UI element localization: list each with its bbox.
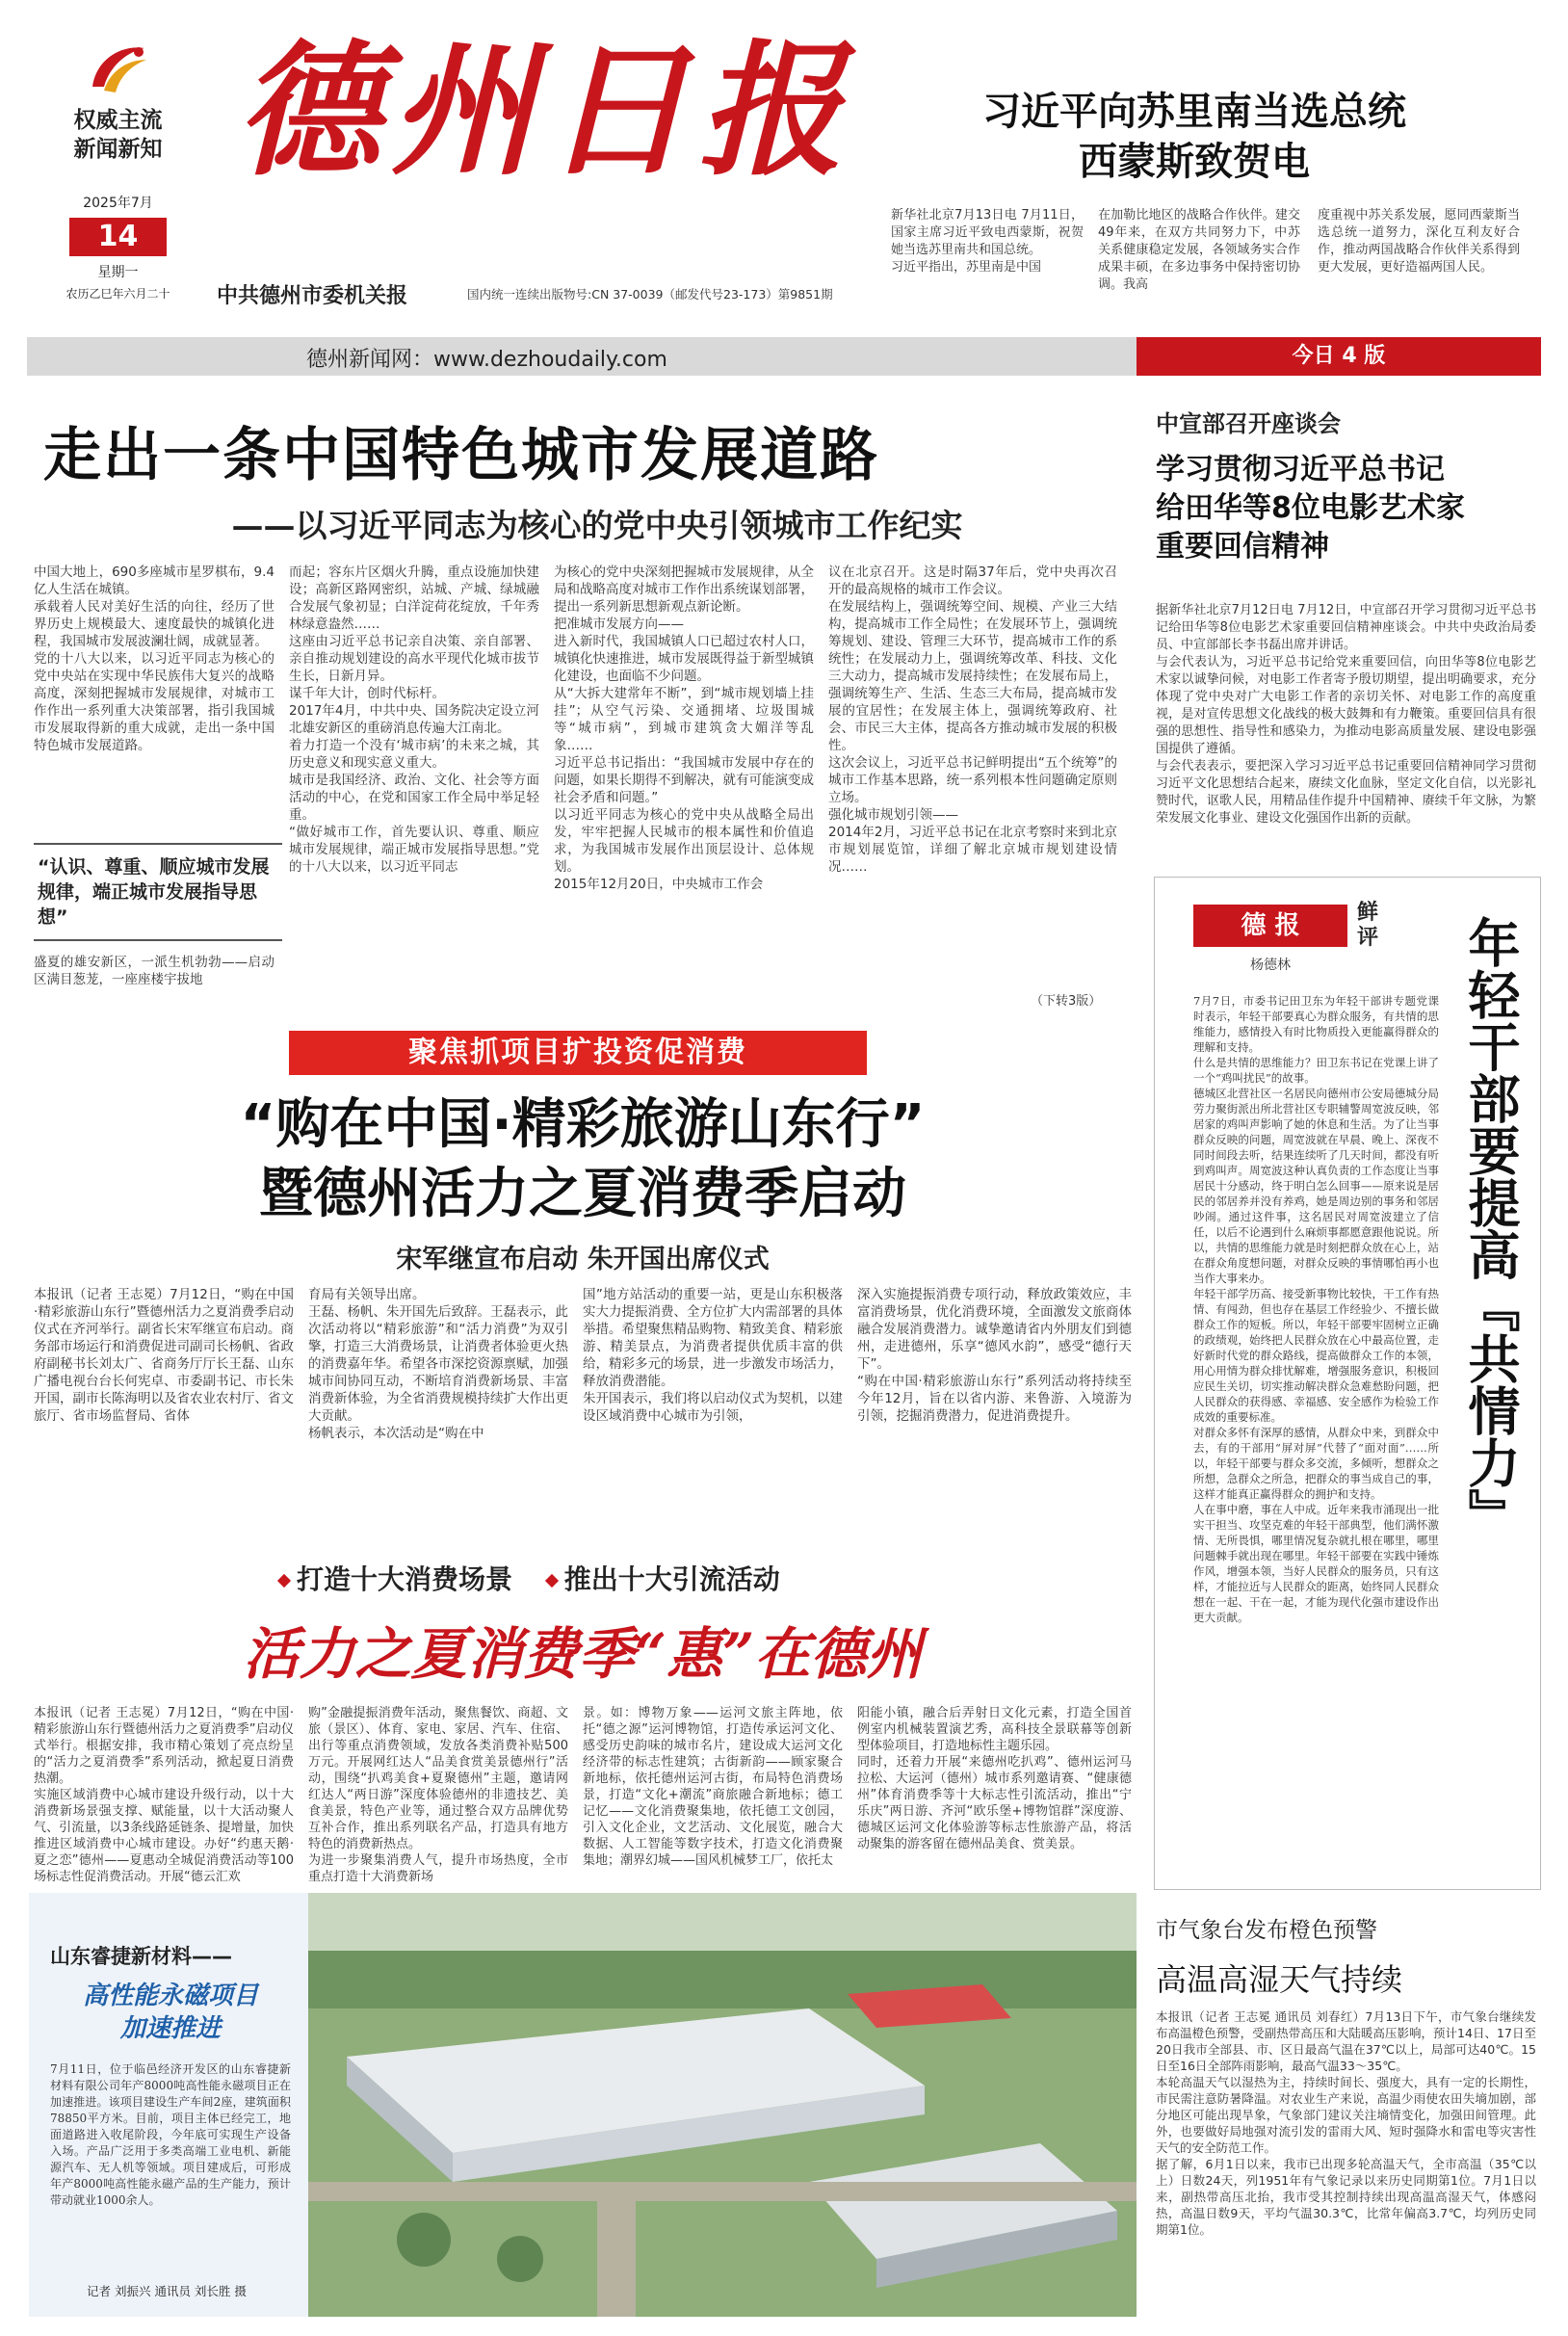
commentary-brand: 德 报 [1193,905,1347,947]
commentary-author: 杨德林 [1250,958,1291,973]
today-pages: 今日 4 版 [1137,337,1541,376]
brand-tag-char: 鲜 [1357,901,1379,925]
vitality-col: 本报讯（记者 王志冕）7月12日，“购在中国·精彩旅游山东行暨德州活力之夏消费季”启动仪式举行。根据安排，我市精心策划了亮点纷呈的“活力之夏消费季”系列活动，掀起夏日消费热潮。 实施区域消费中心城市建设升级行动，以十大消费新场景强支撑、赋能量，以十大活动聚人气、引流量，以3条线路延链条、提增量，加快推进区域消费中心城市建设。办好“约惠天鹅·夏之恋”德州——夏惠动全城促消费活动等100场标志性促消费活动。开展“德云汇欢 [34,1706,294,1884]
slogan-line: 新闻新知 [73,137,163,162]
vitality-headline[interactable]: 活力之夏消费季“惠”在德州 [243,1621,923,1687]
weekday: 星期一 [97,265,139,280]
diamond-icon [277,1574,291,1588]
date-block [58,193,178,302]
lead-headline[interactable]: 走出一条中国特色城市发展道路 [43,422,879,489]
photo-credit: 记者 刘振兴 通讯员 刘长胜 摄 [87,2284,247,2298]
photo-caption-panel [29,1893,308,2317]
continue-note[interactable]: （下转3版） [1031,994,1102,1009]
masthead [0,0,1568,332]
right-top-body: 据新华社北京7月12日电 7月12日，中宣部召开学习贯彻习近平总书记给田华等8位电影艺术家重要回信精神座谈会。中共中央政治局委员、中宣部部长李书磊出席并讲话。 与会代表认为，习近平总书记给党来重要回信，向田华等8位电影艺术家以诚挚问候，对电影工作者寄予殷切期望，提出明确要求，充分体现了党中央对广大电影工作者的亲切关怀、对电影工作的高度重视，是对宣传思想文化战线的极大鼓舞和有力鞭策。重要回信具有很强的思想性、指导性和感染力，为推动电影高质量发展、建设电影强国提供了遵循。 与会代表表示，要把深入学习习近平总书记重要回信精神同学习贯彻习近平文化思想结合起来，赓续文化血脉，坚定文化自信，以光影礼赞时代，讴歌人民，用精品佳作提升中国精神、赓续千年文脉，为繁荣发展文化事业、建设文化强国作出新的贡献。 [1156,603,1536,826]
website-url[interactable]: 德州新闻网：www.dezhoudaily.com [306,348,667,372]
top-news-headline-line: 西蒙斯致贺电 [1079,140,1310,184]
right-top-kicker: 中宣部召开座谈会 [1156,410,1341,437]
top-news-col: 在加勒比地区的战略合作伙伴。建交49年来，在双方共同努力下，中苏关系健康稳定发展，各领域务实合作成果丰硕，在多边事务中保持密切协调。我高 [1098,208,1300,292]
diamond-icon [545,1574,559,1588]
vitality-kicker: 打造十大消费场景 [297,1563,513,1595]
weather-story [1156,1903,1541,2317]
commentary-body: 7月7日，市委书记田卫东为年轻干部讲专题党课时表示，年轻干部要真心为群众服务，有共情的思维能力，感情投入有时比物质投入更能赢得群众的理解和支持。 什么是共情的思维能力？田卫东书记在党课上讲了一个“鸡叫扰民”的故事。 德城区北营社区一名居民向德州市公安局德城分局劳力聚街派出所北营社区专职辅警周宽波反映，邻居家的鸡叫声影响了她的休息和生活。为了让当事群众反映的问题，周宽波就在早晨、晚上、深夜不同时间段去听，结果连续听了几天时间，都没有听到鸡叫声。周宽波这种认真负责的工作态度让当事居民十分感动，终于明白怎么回事——原来说是居民的邻居养并没有养鸡，她是周边别的事务和邻居吵闹。通过这件事，这名居民对周宽波建立了信任，以后不论遇到什么麻烦事都愿意跟他说说。所以，共情的思维能力就是时刻把群众放在心上，站在群众角度想问题，对群众反映的事情哪怕再小也当作大事来办。 年轻干部学历高、接受新事物比较快，干工作有热情、有闯劲，但也存在基层工作经验少、不擅长做群众工作的短板。所以，年轻干部要牢固树立正确的政绩观，始终把人民群众放在心中最高位置，走好新时代党的群众路线，提高做群众工作的本领，用心用情为群众排忧解难，增强服务意识，积极回应民生关切，切实推动解决群众急难愁盼问题，把人民群众的获得感、幸福感、安全感作为检验工作成效的重要标准。 对群众多怀有深厚的感情，从群众中来，到群众中去，有的干部用“屏对屏”代替了“面对面”……所以，年轻干部要与群众多交流，多倾听，想群众之所想，急群众之所急，把群众的事当成自己的事，这样才能真正赢得群众的拥护和支持。 人在事中磨，事在人中成。近年来我市涌现出一批实干担当、攻坚克难的年轻干部典型，他们满怀激情、无所畏惧，哪里情况复杂就扎根在哪里，哪里问题棘手就出现在哪里。年轻干部要在实践中锤炼作风，增强本领，当好人民群众的服务员，只有这样，才能拉近与人民群众的距离，始终同人民群众想在一起、干在一起，才能为现代化强市建设作出更大贡献。 [1193,994,1439,1624]
slogan [58,106,178,164]
consumption-col: 本报讯（记者 王志冕）7月12日，“购在中国·精彩旅游山东行”暨德州活力之夏消费季启动仪式在齐河举行。副省长宋军继宣布启动。商务部市场运行和消费促进司副司长杨帆、省政府副秘书长刘太广、省商务厅厅长王磊、山东广播电视台台长何宪卓、市委副书记、市长朱开国，副市长陈海明以及省农业农村厅、省文旅厅、省市场监督局、省体 [34,1287,294,1424]
top-news-headline[interactable] [867,87,1522,187]
lead-pullquote: “认识、尊重、顺应城市发展规律，端正城市发展指导思想” [34,843,282,941]
weather-body: 本报讯（记者 王志冕 通讯员 刘春红）7月13日下午，市气象台继续发布高温橙色预警，受副热带高压和大陆暖高压影响，预计14日、17日至20日我市全部县、市、区日最高气温在37℃以上，局部可达40℃。15日至16日全部阵雨影响，最高气温33～35℃。 本轮高温天气以湿热为主，持续时间长、强度大，具有一定的长期性，市民需注意防暑降温。对农业生产来说，高温少雨使农田失墒加剧，部分地区可能出现旱象，气象部门建议关注墒情变化，加强田间管理。此外，也要做好局地强对流引发的雷雨大风、短时强降水和雷电等灾害性天气的安全防范工作。 据了解，6月1日以来，我市已出现多轮高温天气，全市高温（35℃以上）日数24天，列1951年有气象记录以来历史同期第1位。7月1日以来，副热带高压北抬，我市受其控制持续出现高温高湿天气，体感闷热，高温日数9天，平均气温30.3℃，比常年偏高3.7℃，均列历史同期第1位。 [1156,2009,1536,2237]
commentary-box [1154,877,1541,1890]
photo-headline[interactable] [50,1980,291,2045]
vitality-col: 购”金融提振消费年活动，聚焦餐饮、商超、文旅（景区）、体育、家电、家居、汽车、住宿、出行等重点消费领域，发放各类消费补贴500万元。开展网红达人“品美食赏美景德州行”活动，围绕“扒鸡美食+夏聚德州”主题，邀请网红达人“两日游”深度体验德州的非遗技艺、美食美景，特色产业等，通过整合双方品牌优势互补合作，推出系列联名产品，打造具有地方特色的消费新热点。 为进一步聚集消费人气，提升市场热度，全市重点打造十大消费新场 [308,1706,568,1884]
top-news-col: 新华社北京7月13日电 7月11日，国家主席习近平致电西蒙斯，祝贺她当选苏里南共和国总统。 习近平指出，苏里南是中国 [891,208,1084,275]
photo-kicker: 山东睿捷新材料—— [50,1945,232,1968]
vitality-kicker: 推出十大引流活动 [563,1563,780,1595]
slogan-line: 权威主流 [73,108,163,133]
lead-col: 盛夏的雄安新区，一派生机勃勃——启动区满目葱茏，一座座楼宇拔地 [34,955,274,987]
lead-col: 而起；容东片区烟火升腾，重点设施加快建设；高新区路网密织，站城、产城、绿城融合发展气象初显；白洋淀荷花绽放，千年秀林绿意盎然…… 这座由习近平总书记亲自决策、亲自部署、亲自推动规划建设的高水平现代化城市拔节生长，日新月异。 谋千年大计，创时代标杆。 2017年4月，中共中央、国务院决定设立河北雄安新区的重磅消息传遍大江南北。 着力打造一个没有‘城市病’的未来之城，其历史意义和现实意义重大。 城市是我国经济、政治、文化、社会等方面活动的中心，在党和国家工作全局中举足轻重。 “做好城市工作，首先要认识、尊重、顺应城市发展规律，端正城市发展指导思想。”党的十八大以来，以习近平同志 [289,564,539,875]
newspaper-emblem-icon [85,39,152,98]
photo-headline-line: 高性能永磁项目 [82,1982,258,2010]
lead-col: 中国大地上，690多座城市星罗棋布，9.4亿人生活在城镇。 承载着人民对美好生活的向往，经历了世界历史上规模最大、速度最快的城镇化进程，我国城市发展波澜壮阔，成就显著。 党的十八大以来，以习近平同志为核心的党中央站在实现中华民族伟大复兴的战略高度，深刻把握城市发展规律，对城市工作作出一系列重大决策部署，指引我国城市发展取得新的重大成就，走出一条中国特色城市发展道路。 [34,564,274,753]
weather-headline[interactable]: 高温高湿天气持续 [1156,1961,1403,1998]
org-name: 中共德州市委机关报 [217,284,408,308]
lunar-date: 农历乙巳年六月二十 [65,287,170,301]
commentary-brand-tag [1357,901,1378,951]
top-news-col: 度重视中苏关系发展，愿同西蒙斯当选总统一道努力，深化互利友好合作，推动两国战略合作伙伴关系得到更大发展，更好造福两国人民。 [1318,208,1520,275]
section-banner: 聚焦抓项目扩投资促消费 [289,1031,867,1075]
photo-body: 7月11日，位于临邑经济开发区的山东睿捷新材料有限公司年产8000吨高性能永磁项目正在加速推进。该项目建设生产车间2座，建筑面积78850平方米。目前，项目主体已经完工，地面道路进入收尾阶段，今年底可实现生产设备入场。产品广泛用于多类高端工业电机、新能源汽车、无人机等领域。项目建成后，可形成年产8000吨高性能永磁产品的生产能力，预计带动就业1000余人。 [50,2062,291,2207]
right-top-headline[interactable] [1156,451,1541,566]
consumption-subheadline: 宋军继宣布启动 朱开国出席仪式 [396,1245,770,1274]
brand-tag-char: 评 [1357,926,1379,950]
lead-col: 为核心的党中央深刻把握城市发展规律，从全局和战略高度对城市工作作出系统谋划部署，提出一系列新思想新观点新论断。 把准城市发展方向—— 进入新时代，我国城镇人口已超过农村人口，城镇化快速推进，城市发展既得益于新型城镇化建设，也面临不少问题。 从“大拆大建常年不断”，到“城市规划墙上挂挂”；从空气污染、交通拥堵、垃圾围城等“城市病”，到城市建筑贪大媚洋等乱象…… 习近平总书记指出：“我国城市发展中存在的问题，如果长期得不到解决，就有可能演变成社会矛盾和问题。” 以习近平同志为核心的党中央从战略全局出发，牢牢把握人民城市的根本属性和价值追求，为我国城市发展作出顶层设计、总体规划。 2015年12月20日，中央城市工作会 [554,564,814,892]
photo-story [29,1893,1137,2317]
website-bar [27,337,1541,376]
consumption-headline-line: “购在中国·精彩旅游山东行” [240,1093,926,1156]
consumption-col: 深入实施提振消费专项行动，释放政策效应，丰富消费场景，优化消费环境，全面激发文旅商体融合发展消费潜力。诚挚邀请省内外朋友们到德州，走进德州，乐享“德风水韵”，感受“德行天下”。 “购在中国·精彩旅游山东行”系列活动将持续至今年12月，旨在以省内游、来鲁游、入境游为引领，挖掘消费潜力，促进消费提升。 [857,1287,1132,1424]
right-top-headline-line: 重要回信精神 [1156,530,1329,564]
lead-subheadline: ——以习近平同志为核心的党中央引领城市工作纪实 [231,507,963,544]
photo-headline-line: 加速推进 [119,2014,221,2043]
weather-kicker: 市气象台发布橙色预警 [1156,1918,1377,1943]
right-top-headline-line: 给田华等8位电影艺术家 [1156,491,1465,525]
consumption-story [29,1031,1137,1551]
date-day: 14 [69,218,167,256]
right-top-story [1156,385,1541,857]
vitality-col: 阳能小镇，融合后弄射日文化元素，打造全国首例室内机械装置演艺秀，高科技全景联幕等创新型体验项目，打造地标性主题乐园。 同时，还着力开展“来德州吃扒鸡”、德州运河马拉松、大运河（德州）城市系列邀请赛、“健康德州”体育消费季等十大标志性引流活动，推出“宁乐庆”两日游、齐河“欧乐堡+博物馆群”深度游、德城区运河文化体验游等标志性旅游产品，将活动聚集的游客留在德州品美食、赏美景。 [857,1706,1132,1851]
commentary-title[interactable]: 年轻干部要提高『共情力』 [1460,916,1522,1540]
consumption-headline[interactable] [29,1090,1137,1229]
aerial-factory-photo [308,1893,1137,2317]
issn: 国内统一连续出版物号:CN 37-0039（邮发代号23-173）第9851期 [467,287,833,302]
paper-name: 德州日报 [236,26,853,196]
consumption-headline-line: 暨德州活力之夏消费季启动 [259,1163,906,1225]
consumption-col: 国”地方站活动的重要一站，更是山东积极落实大力提振消费、全方位扩大内需部署的具体举措。希望聚焦精品购物、精致美食、精彩旅游、精美景点，为消费者提供优质丰富的供给，精彩多元的场景，进一步激发市场活力，释放消费潜能。 朱开国表示，我们将以启动仪式为契机，以建设区域消费中心城市为引领， [583,1287,843,1424]
right-top-headline-line: 学习贯彻习近平总书记 [1156,453,1445,486]
lead-col: 议在北京召开。这是时隔37年后，党中央再次召开的最高规格的城市工作会议。 在发展结构上，强调统筹空间、规模、产业三大结构，提高城市工作全局性；在发展环节上，强调统筹规划、建设、管理三大环节，提高城市工作的系统性；在发展动力上，强调统筹改革、科技、文化三大动力，提高城市发展持续性；在发展布局上，强调统筹生产、生活、生态三大布局，提高城市发展的宜居性；在发展主体上，强调统筹政府、社会、市民三大主体，提高各方推动城市发展的积极性。 这次会议上，习近平总书记鲜明提出“五个统筹”的城市工作基本思路，统一系列根本性问题确定原则立场。 强化城市规划引领—— 2014年2月，习近平总书记在北京考察时来到北京市规划展览馆，详细了解北京城市规划建设情况…… [828,564,1117,875]
vitality-col: 景。如：博物万象——运河文旅主阵地，依托“德之源”运河博物馆，打造传承运河文化、感受历史韵味的城市名片，建设成大运河文化经济带的标志性建筑；古街新韵——顾家聚合新地标，依托德州运河古街，布局特色消费场景，打造“文化+潮流”商旅融合新地标；德工记忆——文化消费聚集地，依托德工文创园，引入文化企业，文艺活动、文化展览，融合大数据、人工智能等数字技术，打造文化消费聚集地；潮界幻城——国风机械梦工厂，依托太 [583,1706,843,1868]
lead-story [29,385,1137,1021]
vitality-story [29,1551,1137,1888]
date-year-month: 2025年7月 [83,196,153,211]
consumption-col: 育局有关领导出席。 王磊、杨帆、朱开国先后致辞。王磊表示，此次活动将以“精彩旅游”和“活力消费”为双引擎，打造三大消费场景，让消费者体验更火热的消费嘉年华。希望各市深挖资源禀赋，加强城市间协同互动，不断培育消费新场景、丰富消费新体验，为全省消费规模持续扩大作出更大贡献。 杨帆表示，本次活动是“购在中 [308,1287,568,1441]
top-news-headline-line: 习近平向苏里南当选总统 [982,90,1406,134]
vitality-kickers [279,1559,780,1597]
